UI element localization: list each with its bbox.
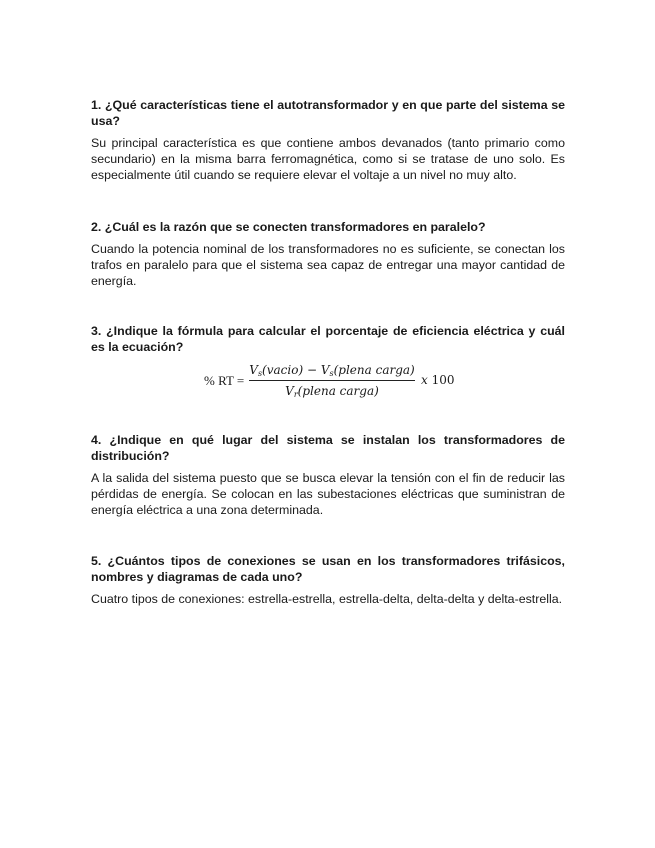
formula-num-t2: (plena carga) (333, 363, 415, 377)
formula-factor: 100 (427, 373, 455, 387)
efficiency-formula (91, 361, 565, 401)
formula-num-sub2: s (329, 369, 334, 378)
answer-4-text: A la salida del sistema puesto que se busca elevar la tensión con el fin de reducir las pérdidas de energía. Se colocan en las subestaciones eléctricas que suministran de energía eléctrica a una zona determinada. (91, 471, 565, 517)
formula-den-sub: r (293, 390, 298, 399)
section-1 (91, 97, 565, 183)
formula-num-v1: V (249, 363, 258, 377)
section-5 (91, 553, 565, 607)
question-4-heading: 4. ¿Indique en qué lugar del sistema se instalan los transformadores de distribución? (91, 433, 565, 463)
section-4 (91, 432, 565, 518)
formula-fraction (249, 361, 415, 400)
question-3-heading: 3. ¿Indique la fórmula para calcular el porcentaje de eficiencia eléctrica y cuál es la ecuación? (91, 324, 565, 354)
formula-lhs: % RT = (204, 373, 245, 388)
formula-fraction-bar (249, 380, 415, 381)
formula-rhs (421, 373, 455, 387)
question-2-heading: 2. ¿Cuál es la razón que se conecten transformadores en paralelo? (91, 220, 486, 234)
section-3 (91, 323, 565, 401)
formula-num-t1: (vacio) − (262, 363, 321, 377)
answer-1-text: Su principal característica es que contiene ambos devanados (tanto primario como secundario) en la misma barra ferromagnética, como si se tratase de uno solo. Es especialmente útil cuando se requiere elevar el voltaje a un nivel no muy alto. (91, 136, 565, 182)
formula-num-v2: V (320, 363, 330, 377)
formula-numerator (249, 361, 415, 379)
answer-2-text: Cuando la potencia nominal de los transformadores no es suficiente, se conectan los trafos en paralelo para que el sistema sea capaz de entregar una mayor cantidad de energía. (91, 242, 565, 288)
formula-times: x (421, 373, 428, 387)
formula-den-v: V (285, 384, 294, 398)
question-5-heading: 5. ¿Cuántos tipos de conexiones se usan en los transformadores trifásicos, nombres y diagramas de cada uno? (91, 554, 565, 584)
section-2 (91, 219, 565, 289)
question-1-heading: 1. ¿Qué características tiene el autotransformador y en que parte del sistema se usa? (91, 98, 565, 128)
formula-den-t: (plena carga) (297, 384, 379, 398)
answer-5-text: Cuatro tipos de conexiones: estrella-estrella, estrella-delta, delta-delta y delta-estrella. (91, 592, 563, 606)
formula-denominator (249, 382, 415, 400)
formula-num-sub1: s (257, 369, 263, 378)
